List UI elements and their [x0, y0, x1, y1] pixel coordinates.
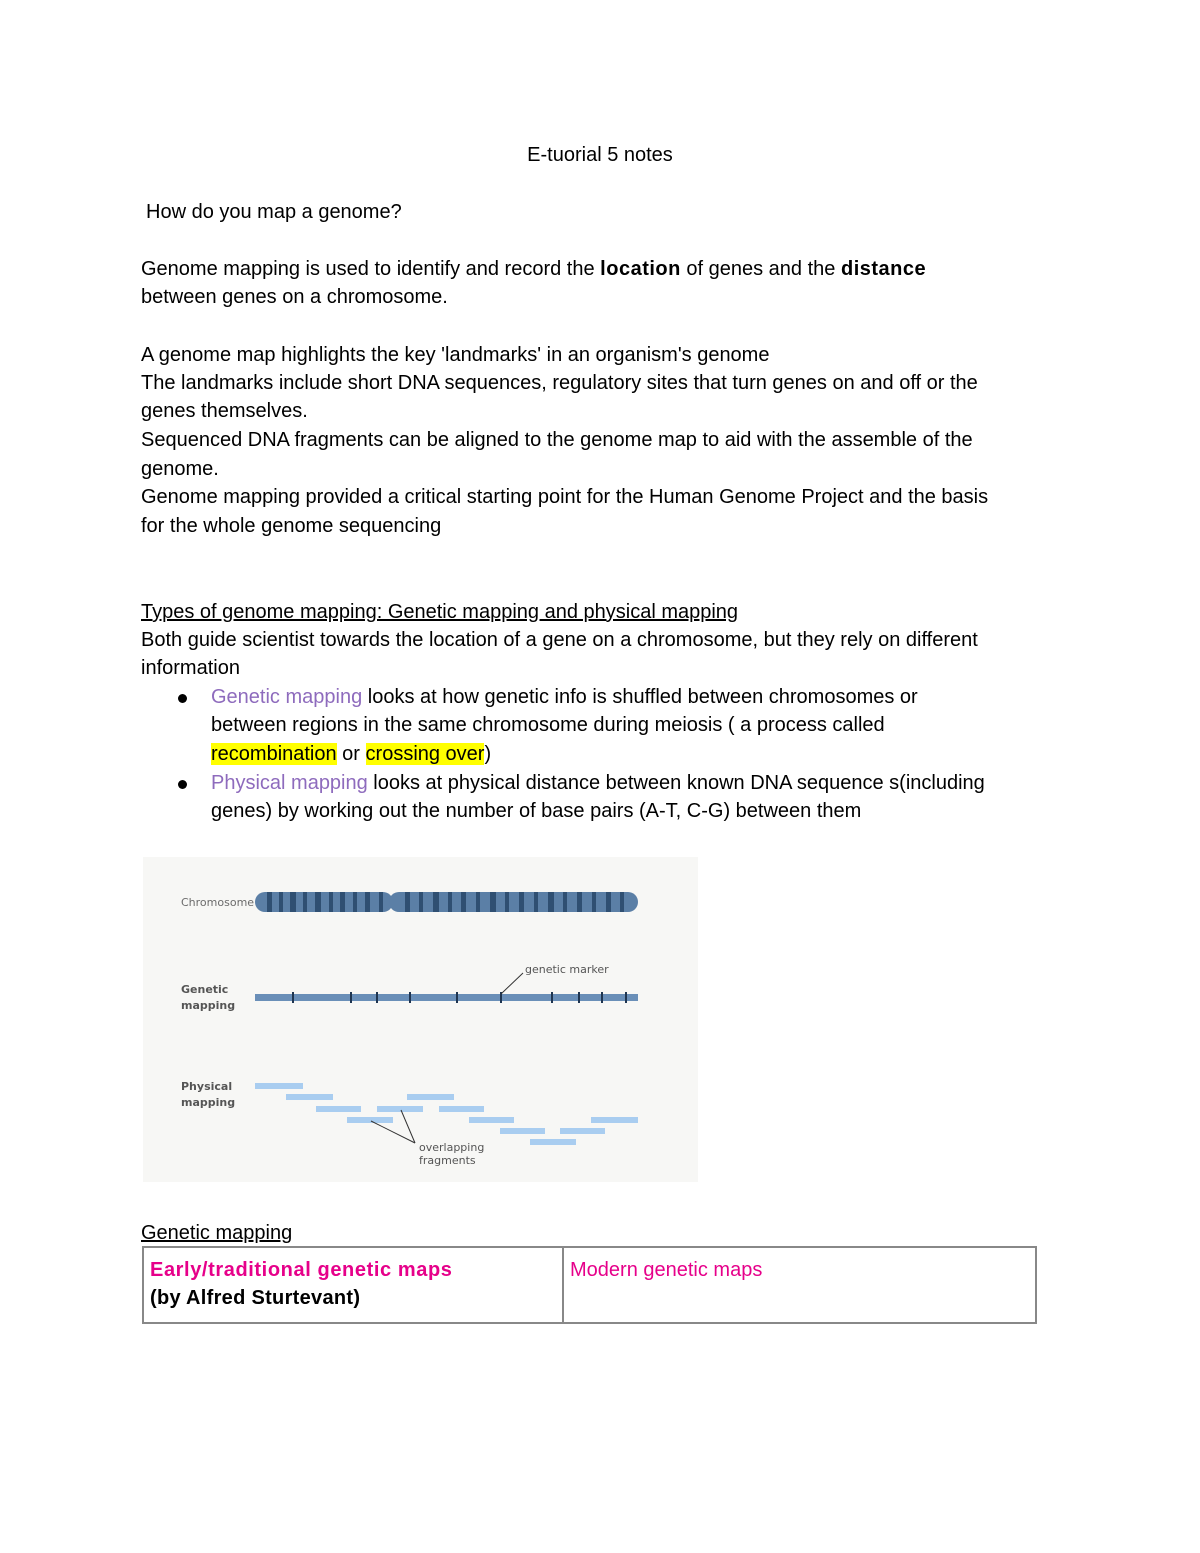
landmarks-line: Genome mapping provided a critical starting point for the Human Genome Project and the basis: [141, 486, 989, 508]
table-cell-early-maps: [143, 1247, 563, 1323]
table-row: [143, 1247, 1036, 1323]
genome-mapping-figure: [143, 857, 698, 1182]
bullet-genetic-mapping-line-1: Genetic mapping looks at how genetic info is shuffled between chromosomes or: [211, 686, 918, 708]
modern-maps-title: Modern genetic maps: [570, 1259, 763, 1281]
physical-mapping-label-1: Physical: [181, 1080, 233, 1093]
overlapping-label-2: fragments: [419, 1154, 476, 1167]
chromosome-arm-right: [389, 892, 638, 912]
intro-paragraph-line-1: Genome mapping is used to identify and record the location of genes and the distance: [141, 258, 927, 280]
landmarks-line: genome.: [141, 458, 219, 480]
bullet-dot: [178, 694, 187, 703]
overlap-pointer-1: [371, 1121, 415, 1143]
landmarks-line: The landmarks include short DNA sequences, regulatory sites that turn genes on and off or the: [141, 372, 978, 394]
question-heading: How do you map a genome?: [146, 201, 402, 223]
landmarks-line: genes themselves.: [141, 400, 308, 422]
highlight-crossing-over: crossing over: [365, 743, 485, 765]
chromosome-arm-left: [255, 892, 393, 912]
early-maps-title: Early/traditional genetic maps: [150, 1259, 453, 1281]
page-title: E-tuorial 5 notes: [527, 144, 673, 166]
intro-paragraph-line-2: between genes on a chromosome.: [141, 286, 448, 308]
genetic-mapping-label-2: mapping: [181, 999, 236, 1012]
overlap-pointer-2: [401, 1110, 415, 1143]
overlapping-fragments: [255, 1083, 638, 1145]
overlapping-label-1: overlapping: [419, 1141, 485, 1154]
landmarks-line: Sequenced DNA fragments can be aligned to the genome map to aid with the assemble of the: [141, 429, 973, 451]
early-maps-subtitle: (by Alfred Sturtevant): [150, 1287, 361, 1309]
genome-mapping-diagram: [143, 857, 698, 1182]
bullet-genetic-mapping-line-3: recombination or crossing over): [211, 743, 492, 765]
highlight-recombination: recombination: [211, 743, 337, 765]
bullet-physical-mapping-line-2: genes) by working out the number of base pairs (A-T, C-G) between them: [211, 800, 862, 822]
genetic-map-line: [255, 994, 638, 1001]
physical-mapping-label-2: mapping: [181, 1096, 236, 1109]
genetic-maps-table: [142, 1246, 1037, 1324]
genetic-mapping-label-1: Genetic: [181, 983, 229, 996]
landmarks-line: for the whole genome sequencing: [141, 515, 442, 537]
types-line-2: information: [141, 657, 240, 679]
table-cell-modern-maps: [563, 1247, 1036, 1323]
bullet-dot: [178, 780, 187, 789]
types-line-1: Both guide scientist towards the location of a gene on a chromosome, but they rely on different: [141, 629, 978, 651]
landmarks-line: A genome map highlights the key 'landmarks' in an organism's genome: [141, 344, 770, 366]
bullet-genetic-mapping-line-2: between regions in the same chromosome during meiosis ( a process called: [211, 714, 885, 736]
types-heading: Types of genome mapping: Genetic mapping and physical mapping: [141, 601, 739, 623]
chromosome-label: Chromosome: [181, 896, 255, 909]
bullet-physical-mapping-line-1: Physical mapping looks at physical distance between known DNA sequence s(including: [211, 772, 985, 794]
genetic-marker-label: genetic marker: [525, 963, 609, 976]
genetic-mapping-heading: Genetic mapping: [141, 1222, 293, 1244]
marker-pointer: [501, 973, 523, 994]
